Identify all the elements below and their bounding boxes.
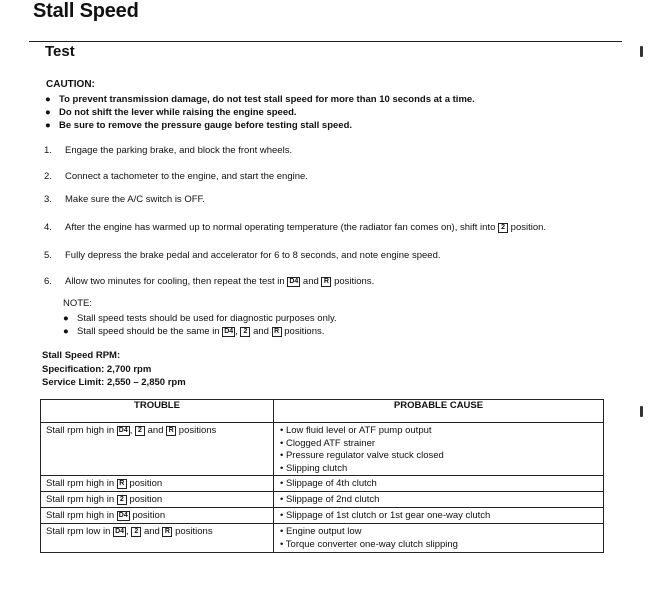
stall-rpm-service-limit: Service Limit: 2,550 – 2,850 rpm xyxy=(42,377,186,388)
shift-position-key: D4 xyxy=(118,512,128,519)
step-number: 2. xyxy=(44,171,52,182)
cause-item: • Slippage of 1st clutch or 1st gear one-way clutch xyxy=(280,510,491,521)
step-number: 1. xyxy=(44,145,52,156)
table-row xyxy=(41,524,604,553)
cause-item: • Clogged ATF strainer xyxy=(280,437,376,449)
step-text: After the engine has warmed up to normal operating temperature (the radiator fan comes on), shift into xyxy=(65,222,496,233)
shift-position-key: D4 xyxy=(115,528,125,535)
shift-position-key: 2 xyxy=(498,223,508,233)
cause-cell xyxy=(274,476,604,492)
trouble-text: positions xyxy=(175,526,213,537)
cause-cell xyxy=(274,508,604,524)
step-text: Engage the parking brake, and block the front wheels. xyxy=(65,145,293,156)
shift-position-key: 2 xyxy=(240,327,250,337)
table-row xyxy=(41,476,604,492)
cause-item: • Pressure regulator valve stuck closed xyxy=(280,450,444,461)
cause-item: • Low fluid level or ATF pump output xyxy=(280,425,432,436)
trouble-text: position xyxy=(129,494,163,505)
trouble-text: Stall rpm low in xyxy=(46,526,111,537)
trouble-text: Stall rpm high in xyxy=(46,510,115,521)
stall-rpm-heading: Stall Speed RPM: xyxy=(42,350,121,361)
trouble-text: Stall rpm high in xyxy=(46,494,115,505)
column-header-probable-cause: PROBABLE CAUSE xyxy=(274,400,604,423)
caution-item: ● Be sure to remove the pressure gauge before testing stall speed. xyxy=(45,120,353,131)
step-text: Connect a tachometer to the engine, and start the engine. xyxy=(65,171,308,182)
step-text: Allow two minutes for cooling, then repeat the test in xyxy=(65,276,285,287)
caution-item: ● Do not shift the lever while raising the engine speed. xyxy=(45,107,297,118)
trouble-cell xyxy=(41,476,274,492)
step-4 xyxy=(44,222,546,233)
trouble-text: and xyxy=(147,425,164,436)
cause-item: • Slippage of 2nd clutch xyxy=(280,494,380,505)
step-6 xyxy=(44,276,374,287)
trouble-text: and xyxy=(143,526,160,537)
step-3 xyxy=(44,194,205,205)
shift-position-key: 2 xyxy=(135,426,145,436)
shift-position-key: R xyxy=(321,277,331,287)
binding-mark xyxy=(640,406,643,417)
step-number: 6. xyxy=(44,276,52,287)
cause-cell xyxy=(274,492,604,508)
shift-position-key: D4 xyxy=(289,278,299,285)
page-title: Stall Speed xyxy=(33,0,139,22)
cause-item: • Torque converter one-way clutch slipping xyxy=(280,538,458,550)
table-row xyxy=(41,492,604,508)
step-1 xyxy=(44,145,292,156)
step-number: 4. xyxy=(44,222,52,233)
trouble-table xyxy=(40,399,604,553)
shift-position-key: R xyxy=(166,426,176,436)
binding-mark xyxy=(640,46,643,57)
shift-position-key: D4 xyxy=(118,427,128,434)
caution-text: Do not shift the lever while raising the engine speed. xyxy=(59,107,297,118)
shift-position-key: R xyxy=(162,527,172,537)
note-item: ● Stall speed should be the same in D4 , 2 and R positions. xyxy=(63,326,325,337)
step-text: Fully depress the brake pedal and accelerator for 6 to 8 seconds, and note engine speed. xyxy=(65,250,441,261)
cause-cell xyxy=(274,423,604,476)
note-item: ● Stall speed tests should be used for diagnostic purposes only. xyxy=(63,313,337,324)
trouble-text: position xyxy=(129,478,163,489)
step-text: positions. xyxy=(334,276,375,287)
caution-item: ● To prevent transmission damage, do not test stall speed for more than 10 seconds at a time. xyxy=(45,94,475,105)
step-text: and xyxy=(302,276,319,287)
step-2 xyxy=(44,171,308,182)
trouble-text: Stall rpm high in xyxy=(46,478,115,489)
trouble-text: Stall rpm high in xyxy=(46,425,115,436)
caution-text: To prevent transmission damage, do not test stall speed for more than 10 seconds at a time. xyxy=(59,94,475,105)
table-header-row xyxy=(41,400,604,423)
trouble-text: position xyxy=(132,510,166,521)
table-row xyxy=(41,508,604,524)
note-text: Stall speed should be the same in xyxy=(77,326,220,337)
trouble-cell: Stall rpm high in D4 , 2 and R positions xyxy=(41,423,274,476)
section-title: Test xyxy=(45,43,75,60)
shift-position-key: R xyxy=(272,327,282,337)
shift-position-key: R xyxy=(117,479,127,489)
step-number: 5. xyxy=(44,250,52,261)
table-row xyxy=(41,423,604,476)
stall-rpm-specification: Specification: 2,700 rpm xyxy=(42,364,152,375)
cause-item: • Engine output low xyxy=(280,526,362,537)
trouble-text: positions xyxy=(178,425,217,436)
step-text: position. xyxy=(510,222,547,233)
shift-position-key: D4 xyxy=(224,328,234,335)
header-rule xyxy=(29,41,622,42)
trouble-cell: Stall rpm low in D4 , 2 and R positions xyxy=(41,524,274,553)
step-number: 3. xyxy=(44,194,52,205)
trouble-cell xyxy=(41,492,274,508)
column-header-trouble: TROUBLE xyxy=(41,400,274,423)
note-text: and xyxy=(253,326,269,337)
cause-item: • Slippage of 4th clutch xyxy=(280,478,377,489)
trouble-cell xyxy=(41,508,274,524)
caution-heading: CAUTION: xyxy=(46,79,95,90)
note-heading: NOTE: xyxy=(63,298,93,309)
shift-position-key: 2 xyxy=(131,527,141,537)
step-5 xyxy=(44,250,441,261)
cause-cell xyxy=(274,524,604,553)
shift-position-key: 2 xyxy=(117,495,127,505)
note-text: Stall speed tests should be used for diagnostic purposes only. xyxy=(77,313,337,324)
note-text: positions. xyxy=(284,326,325,337)
step-text: Make sure the A/C switch is OFF. xyxy=(65,194,205,205)
cause-item: • Slipping clutch xyxy=(280,462,348,474)
caution-text: Be sure to remove the pressure gauge before testing stall speed. xyxy=(59,120,353,131)
